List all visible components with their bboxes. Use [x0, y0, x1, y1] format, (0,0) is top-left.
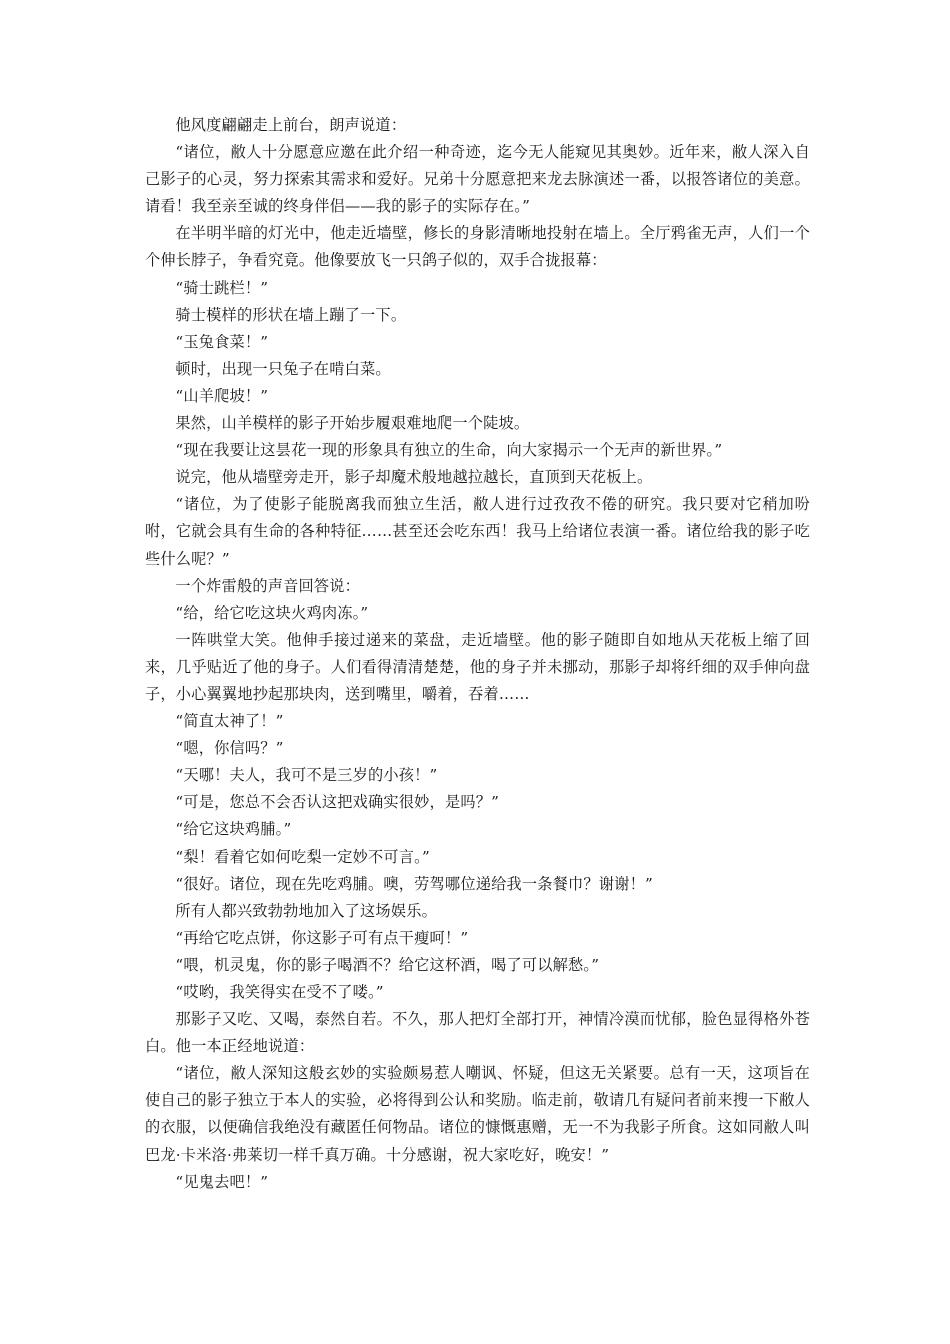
paragraph-farewell-speech: “诸位，敝人深知这般玄妙的实验颇易惹人嘲讽、怀疑，但这无关紧要。总有一天，这项旨在使自己的影子独立于本人的实验，必将得到公认和奖励。临走前，敬请几有疑问者前来搜一下敝人的衣服，以便确信我绝没有藏匿任何物品。诸位的慷慨惠赠，无一不为我影子所食。这如同敝人叫巴龙·卡米洛·弗莱切一样千真万确。十分感谢，祝大家吃好，晚安！” — [145, 1064, 810, 1164]
paragraph-lights-on: 那影子又吃、又喝，泰然自若。不久，那人把灯全部打开，神情冷漠而忧郁，脸色显得格外苍白。他一本正经地说道： — [145, 1010, 810, 1056]
paragraph-go-to-hell: “见鬼去吧！” — [175, 1172, 269, 1191]
document-body — [145, 112, 810, 1196]
paragraph-new-world: “现在我要让这昙花一现的形象具有独立的生命，向大家揭示一个无声的新世界。” — [175, 441, 723, 460]
paragraph-goat-call: “山羊爬坡！” — [175, 386, 269, 405]
paragraph-wall-shadow: 在半明半暗的灯光中，他走近墙壁，修长的身影清晰地投射在墙上。全厅鸦雀无声，人们一个个伸长脖子，争看究竟。他像要放飞一只鸽子似的，双手合拢报幕： — [145, 224, 810, 270]
paragraph-shadow-eats: 一阵哄堂大笑。他伸手接过递来的菜盘，走近墙壁。他的影子随即自如地从天花板上缩了回来，几乎贴近了他的身子。人们看得清清楚楚，他的身子并未挪动，那影子却将纤细的双手伸向盘子，小心翼翼地抄起那块肉，送到嘴里，嚼着，吞着…… — [145, 630, 810, 703]
paragraph-chicken-breast: “给它这块鸡脯。” — [175, 820, 292, 839]
paragraph-everyone-joins: 所有人都兴致勃勃地加入了这场娱乐。 — [175, 901, 437, 920]
paragraph-laughing: “哎哟，我笑得实在受不了喽。” — [175, 983, 384, 1001]
paragraph-knight-shape: 骑士模样的形状在墙上蹦了一下。 — [175, 305, 407, 324]
paragraph-rabbit-call: “玉兔食菜！” — [175, 332, 269, 351]
paragraph-speech-opening: “诸位，敝人十分愿意应邀在此介绍一种奇迹，迄今无人能窥见其奥妙。近年来，敝人深入自己影子的心灵，努力探索其需求和爱好。兄弟十分愿意把来龙去脉演述一番，以报答诸位的美意。请看！我至亲至诚的终身伴侣——我的影子的实际存在。” — [145, 143, 810, 216]
paragraph-rabbit-shape: 顿时，出现一只兔子在啃白菜。 — [175, 359, 391, 378]
paragraph-pear: “梨！看着它如何吃梨一定妙不可言。” — [175, 847, 430, 866]
paragraph-do-you-believe: “嗯，你信吗？” — [175, 739, 284, 758]
paragraph-amazing: “简直太神了！” — [175, 712, 284, 731]
paragraph-thunder-voice: 一个炸雷般的声音回答说： — [175, 576, 361, 595]
paragraph-cake: “再给它吃点饼，你这影子可有点干瘦呵！” — [175, 928, 469, 947]
paragraph-shadow-stretch: 说完，他从墙壁旁走开，影子却魔术般地越拉越长，直顶到天花板上。 — [175, 468, 653, 487]
paragraph-turkey-offer: “给，给它吃这块火鸡肉冻。” — [175, 603, 369, 622]
paragraph-knight-call: “骑士跳栏！” — [175, 278, 269, 297]
paragraph-napkin: “很好。诸位，现在先吃鸡脯。噢，劳驾哪位递给我一条餐巾？谢谢！” — [175, 874, 653, 893]
paragraph-intro: 他风度翩翩走上前台，朗声说道： — [175, 116, 407, 134]
paragraph-wine: “喂，机灵鬼，你的影子喝酒不？给它这杯酒，喝了可以解愁。” — [175, 955, 600, 974]
paragraph-trick-good: “可是，您总不会否认这把戏确实很妙，是吗？” — [175, 793, 500, 812]
paragraph-research-speech: “诸位，为了使影子能脱离我而独立生活，敝人进行过孜孜不倦的研究。我只要对它稍加吩咐，它就会具有生命的各种特征……甚至还会吃东西！我马上给诸位表演一番。诸位给我的影子吃些什么呢？” — [145, 495, 810, 568]
paragraph-not-a-child: “天哪！夫人，我可不是三岁的小孩！” — [175, 766, 438, 785]
paragraph-goat-shape: 果然，山羊模样的影子开始步履艰难地爬一个陡坡。 — [175, 414, 530, 433]
